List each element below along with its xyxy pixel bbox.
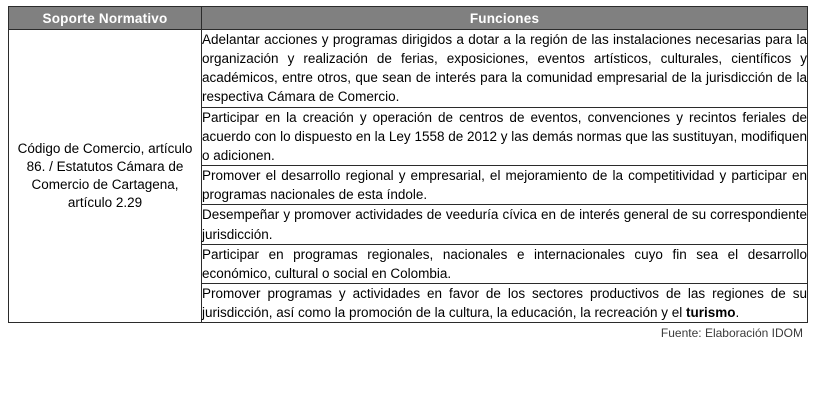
funcion-text-part2: . xyxy=(735,305,740,321)
functions-table xyxy=(8,6,808,323)
table-body xyxy=(9,30,808,323)
funcion-cell-turismo xyxy=(202,284,808,323)
table-row xyxy=(9,30,808,108)
table-header-row xyxy=(9,7,808,30)
funcion-cell: Adelantar acciones y programas dirigidos a dotar a la región de las instalaciones necesarias para la organización y realización de ferias, exposiciones, eventos artísticos, culturales, científicos y académicos, entre otros, que sean de interés para la comunidad empresarial de la jurisdicción de la respectiva Cámara de Comercio. xyxy=(202,30,808,108)
funcion-cell: Desempeñar y promover actividades de veeduría cívica en de interés general de su correspondiente jurisdicción. xyxy=(202,205,808,244)
funcion-text-part1: Promover programas y actividades en favor de los sectores productivos de las regiones de su jurisdicción, así como la promoción de la cultura, la educación, la recreación y el xyxy=(202,286,807,321)
column-header-soporte-normativo: Soporte Normativo xyxy=(9,7,202,30)
source-note: Fuente: Elaboración IDOM xyxy=(660,326,803,341)
table-header xyxy=(9,7,808,30)
funcion-text-emphasis: turismo xyxy=(686,305,736,321)
funcion-cell: Promover el desarrollo regional y empresarial, el mejoramiento de la competitividad y participar en programas nacionales de esta índole. xyxy=(202,166,808,205)
funcion-cell: Participar en programas regionales, nacionales e internacionales cuyo fin sea el desarrollo económico, cultural o social en Colombia. xyxy=(202,244,808,283)
soporte-normativo-cell: Código de Comercio, artículo 86. / Estatutos Cámara de Comercio de Cartagena, artículo 2.29 xyxy=(9,30,202,323)
column-header-funciones: Funciones xyxy=(202,7,808,30)
funcion-cell: Participar en la creación y operación de centros de eventos, convenciones y recintos feriales de acuerdo con lo dispuesto en la Ley 1558 de 2012 y las demás normas que las sustituyan, modifiquen o adicionen. xyxy=(202,107,808,165)
